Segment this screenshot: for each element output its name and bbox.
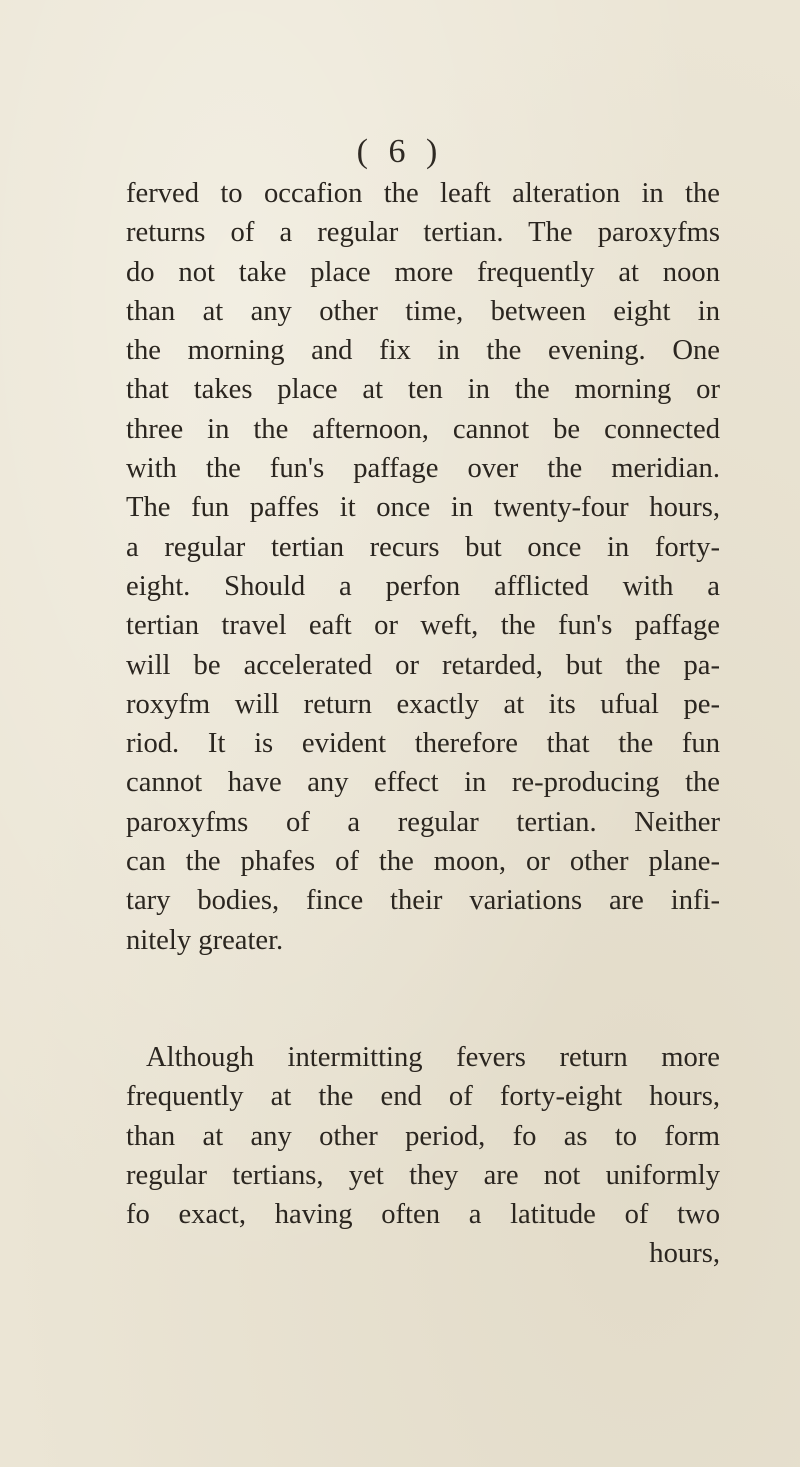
text-line: The fun paffes it once in twenty-four hours, (126, 492, 720, 524)
text-line: with the fun's paffage over the meridian. (126, 453, 720, 485)
text-line: ferved to occafion the leaft alteration in the (126, 178, 720, 209)
text-line: three in the afternoon, cannot be connected (126, 413, 720, 445)
paragraph-gap (126, 960, 720, 1038)
text-line: a regular tertian recurs but once in forty- (126, 531, 720, 563)
text-line: nitely greater. (126, 924, 284, 956)
text-line: than at any other period, fo as to form (126, 1120, 720, 1152)
text-line: returns of a regular tertian. The paroxyfms (126, 217, 720, 249)
text-line: than at any other time, between eight in (126, 295, 720, 327)
page-number: ( 6 ) (356, 133, 444, 170)
body-text (126, 174, 720, 1274)
catchword: hours, (649, 1238, 720, 1270)
text-line: do not take place more frequently at noon (126, 256, 720, 288)
paragraph-1 (126, 174, 720, 960)
text-line: tary bodies, fince their variations are infi- (126, 885, 720, 917)
text-line: will be accelerated or retarded, but the pa- (126, 649, 720, 681)
text-line: the morning and fix in the evening. One (126, 335, 720, 367)
text-line: cannot have any effect in re-producing the (126, 767, 720, 799)
text-line: regular tertians, yet they are not uniformly (126, 1159, 720, 1191)
text-line: that takes place at ten in the morning or (126, 374, 720, 406)
text-line: Although intermitting fevers return more (146, 1041, 720, 1073)
text-line: tertian travel eaft or weft, the fun's paffage (126, 610, 720, 642)
text-line: roxyfm will return exactly at its ufual pe- (126, 688, 720, 720)
text-line: can the phafes of the moon, or other plane- (126, 846, 720, 878)
paragraph-2 (126, 1038, 720, 1274)
text-line: riod. It is evident therefore that the fun (126, 728, 720, 760)
text-line: eight. Should a perfon afflicted with a (126, 570, 720, 602)
text-line: paroxyfms of a regular tertian. Neither (126, 806, 720, 838)
text-line: fo exact, having often a latitude of two (126, 1199, 720, 1231)
text-line: frequently at the end of forty-eight hours, (126, 1081, 720, 1113)
